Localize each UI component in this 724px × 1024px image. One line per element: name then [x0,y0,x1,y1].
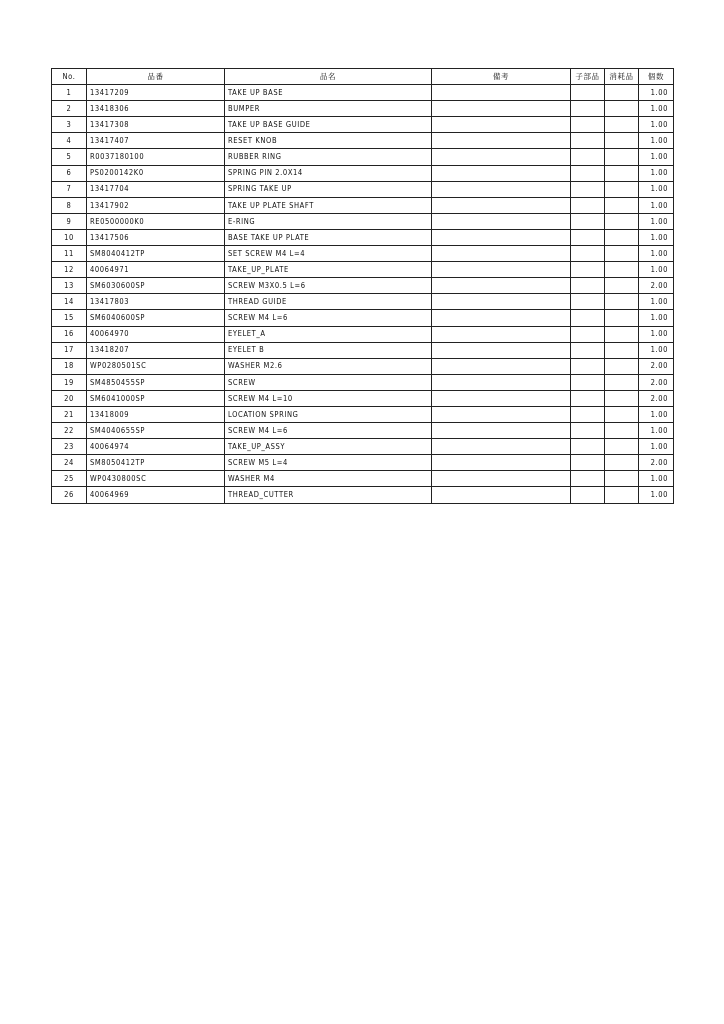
cell-sub-part [571,85,605,101]
table-row [52,149,674,165]
cell-sub-part [571,294,605,310]
cell-consumable [605,181,639,197]
cell-no: 7 [52,181,87,197]
cell-part-name: LOCATION SPRING [225,406,432,422]
cell-sub-part [571,133,605,149]
cell-consumable [605,133,639,149]
cell-consumable [605,213,639,229]
cell-no: 14 [52,294,87,310]
cell-consumable [605,326,639,342]
cell-consumable [605,197,639,213]
table-row [52,213,674,229]
cell-sub-part [571,197,605,213]
table-row [52,246,674,262]
cell-part-name: WASHER M2.6 [225,358,432,374]
cell-part-name: SCREW M4 L=6 [225,423,432,439]
cell-consumable [605,246,639,262]
table-row [52,229,674,245]
cell-consumable [605,262,639,278]
cell-quantity: 1.00 [639,406,674,422]
cell-quantity: 1.00 [639,262,674,278]
cell-remarks [432,85,571,101]
cell-consumable [605,117,639,133]
cell-part-name: SPRING PIN 2.0X14 [225,165,432,181]
cell-sub-part [571,374,605,390]
cell-part-number: 13417308 [87,117,225,133]
cell-remarks [432,390,571,406]
cell-sub-part [571,229,605,245]
cell-no: 15 [52,310,87,326]
cell-no: 2 [52,101,87,117]
cell-part-number: 13417209 [87,85,225,101]
cell-part-number: SM6040600SP [87,310,225,326]
cell-no: 21 [52,406,87,422]
cell-part-name: BUMPER [225,101,432,117]
table-row [52,181,674,197]
table-header [52,69,674,85]
cell-part-number: 13417803 [87,294,225,310]
cell-consumable [605,342,639,358]
header-remarks: 備考 [432,69,571,85]
cell-quantity: 1.00 [639,439,674,455]
cell-no: 1 [52,85,87,101]
cell-remarks [432,326,571,342]
table-row [52,374,674,390]
table-row [52,117,674,133]
cell-quantity: 2.00 [639,374,674,390]
cell-sub-part [571,262,605,278]
table-row [52,471,674,487]
cell-no: 3 [52,117,87,133]
cell-quantity: 1.00 [639,197,674,213]
cell-remarks [432,374,571,390]
cell-part-name: RESET KNOB [225,133,432,149]
cell-no: 18 [52,358,87,374]
cell-part-number: 40064969 [87,487,225,503]
header-row [52,69,674,85]
cell-consumable [605,149,639,165]
cell-no: 8 [52,197,87,213]
cell-remarks [432,229,571,245]
cell-part-name: THREAD GUIDE [225,294,432,310]
cell-part-number: 40064971 [87,262,225,278]
cell-part-name: SCREW M4 L=6 [225,310,432,326]
cell-sub-part [571,246,605,262]
cell-part-name: TAKE_UP_PLATE [225,262,432,278]
cell-quantity: 1.00 [639,326,674,342]
cell-no: 6 [52,165,87,181]
cell-remarks [432,423,571,439]
table-row [52,487,674,503]
cell-no: 9 [52,213,87,229]
cell-part-number: 13418306 [87,101,225,117]
cell-sub-part [571,326,605,342]
cell-remarks [432,262,571,278]
cell-quantity: 2.00 [639,278,674,294]
cell-part-number: 13418009 [87,406,225,422]
cell-sub-part [571,406,605,422]
cell-part-name: EYELET B [225,342,432,358]
cell-part-number: 13418207 [87,342,225,358]
header-part-number: 品番 [87,69,225,85]
cell-consumable [605,406,639,422]
header-consumable: 消耗品 [605,69,639,85]
cell-remarks [432,342,571,358]
cell-quantity: 2.00 [639,390,674,406]
cell-part-name: TAKE UP BASE [225,85,432,101]
cell-consumable [605,101,639,117]
cell-part-number: 13417902 [87,197,225,213]
cell-sub-part [571,455,605,471]
cell-part-name: SCREW M5 L=4 [225,455,432,471]
cell-quantity: 1.00 [639,101,674,117]
cell-consumable [605,229,639,245]
cell-quantity: 2.00 [639,455,674,471]
cell-quantity: 1.00 [639,165,674,181]
cell-sub-part [571,149,605,165]
cell-part-name: TAKE_UP_ASSY [225,439,432,455]
cell-sub-part [571,439,605,455]
table-row [52,406,674,422]
table-row [52,85,674,101]
cell-consumable [605,358,639,374]
cell-consumable [605,390,639,406]
cell-sub-part [571,310,605,326]
cell-remarks [432,406,571,422]
table-row [52,326,674,342]
table-row [52,165,674,181]
cell-quantity: 1.00 [639,423,674,439]
header-quantity: 個数 [639,69,674,85]
cell-remarks [432,246,571,262]
cell-quantity: 1.00 [639,213,674,229]
cell-part-name: TAKE UP BASE GUIDE [225,117,432,133]
cell-part-number: R0037180100 [87,149,225,165]
cell-no: 5 [52,149,87,165]
cell-consumable [605,310,639,326]
cell-part-name: SCREW M4 L=10 [225,390,432,406]
cell-remarks [432,487,571,503]
cell-part-number: SM6041000SP [87,390,225,406]
cell-remarks [432,101,571,117]
cell-quantity: 1.00 [639,342,674,358]
cell-part-name: TAKE UP PLATE SHAFT [225,197,432,213]
table-row [52,262,674,278]
cell-no: 10 [52,229,87,245]
cell-quantity: 1.00 [639,133,674,149]
cell-consumable [605,455,639,471]
cell-part-number: 13417704 [87,181,225,197]
cell-remarks [432,149,571,165]
cell-quantity: 1.00 [639,294,674,310]
table-row [52,358,674,374]
table-body [52,85,674,503]
table-row [52,455,674,471]
cell-part-number: 13417407 [87,133,225,149]
cell-sub-part [571,487,605,503]
cell-consumable [605,278,639,294]
cell-no: 16 [52,326,87,342]
cell-part-name: BASE TAKE UP PLATE [225,229,432,245]
cell-part-number: 40064970 [87,326,225,342]
cell-sub-part [571,213,605,229]
cell-part-number: SM4040655SP [87,423,225,439]
cell-part-number: SM8050412TP [87,455,225,471]
cell-remarks [432,471,571,487]
cell-part-number: 40064974 [87,439,225,455]
cell-quantity: 1.00 [639,149,674,165]
cell-part-name: RUBBER RING [225,149,432,165]
cell-part-name: SCREW M3X0.5 L=6 [225,278,432,294]
table-row [52,197,674,213]
cell-part-number: SM6030600SP [87,278,225,294]
cell-remarks [432,181,571,197]
cell-remarks [432,455,571,471]
cell-sub-part [571,181,605,197]
cell-remarks [432,358,571,374]
cell-quantity: 1.00 [639,471,674,487]
table-row [52,390,674,406]
cell-part-number: PS0200142K0 [87,165,225,181]
cell-consumable [605,471,639,487]
cell-no: 23 [52,439,87,455]
cell-consumable [605,487,639,503]
cell-sub-part [571,471,605,487]
cell-sub-part [571,101,605,117]
table-row [52,423,674,439]
cell-quantity: 1.00 [639,85,674,101]
cell-consumable [605,439,639,455]
cell-quantity: 1.00 [639,117,674,133]
cell-quantity: 1.00 [639,487,674,503]
cell-no: 22 [52,423,87,439]
table-row [52,133,674,149]
cell-quantity: 1.00 [639,229,674,245]
cell-quantity: 1.00 [639,246,674,262]
cell-consumable [605,294,639,310]
cell-part-name: SPRING TAKE UP [225,181,432,197]
cell-sub-part [571,278,605,294]
cell-consumable [605,165,639,181]
cell-consumable [605,374,639,390]
cell-part-number: SM8040412TP [87,246,225,262]
cell-part-name: E-RING [225,213,432,229]
cell-quantity: 2.00 [639,358,674,374]
table-row [52,294,674,310]
cell-remarks [432,117,571,133]
cell-part-number: RE0500000K0 [87,213,225,229]
cell-no: 20 [52,390,87,406]
cell-part-number: 13417506 [87,229,225,245]
cell-no: 11 [52,246,87,262]
header-no: No. [52,69,87,85]
cell-part-number: SM4850455SP [87,374,225,390]
cell-no: 13 [52,278,87,294]
cell-remarks [432,213,571,229]
header-sub-part: 子部品 [571,69,605,85]
cell-remarks [432,165,571,181]
table-row [52,101,674,117]
cell-part-name: SET SCREW M4 L=4 [225,246,432,262]
cell-part-name: EYELET_A [225,326,432,342]
cell-no: 19 [52,374,87,390]
cell-part-number: WP0430800SC [87,471,225,487]
cell-no: 17 [52,342,87,358]
cell-remarks [432,310,571,326]
cell-sub-part [571,165,605,181]
cell-part-name: SCREW [225,374,432,390]
cell-part-number: WP0280501SC [87,358,225,374]
header-part-name: 品名 [225,69,432,85]
cell-sub-part [571,358,605,374]
cell-no: 24 [52,455,87,471]
cell-quantity: 1.00 [639,310,674,326]
cell-remarks [432,439,571,455]
table-row [52,439,674,455]
cell-sub-part [571,117,605,133]
cell-remarks [432,294,571,310]
table-row [52,310,674,326]
parts-list-table [51,68,674,504]
cell-remarks [432,133,571,149]
cell-part-name: WASHER M4 [225,471,432,487]
cell-sub-part [571,390,605,406]
table-row [52,278,674,294]
cell-consumable [605,85,639,101]
cell-sub-part [571,423,605,439]
table-row [52,342,674,358]
cell-part-name: THREAD_CUTTER [225,487,432,503]
cell-remarks [432,197,571,213]
cell-no: 12 [52,262,87,278]
cell-consumable [605,423,639,439]
cell-sub-part [571,342,605,358]
cell-no: 26 [52,487,87,503]
cell-quantity: 1.00 [639,181,674,197]
cell-no: 4 [52,133,87,149]
cell-no: 25 [52,471,87,487]
cell-remarks [432,278,571,294]
